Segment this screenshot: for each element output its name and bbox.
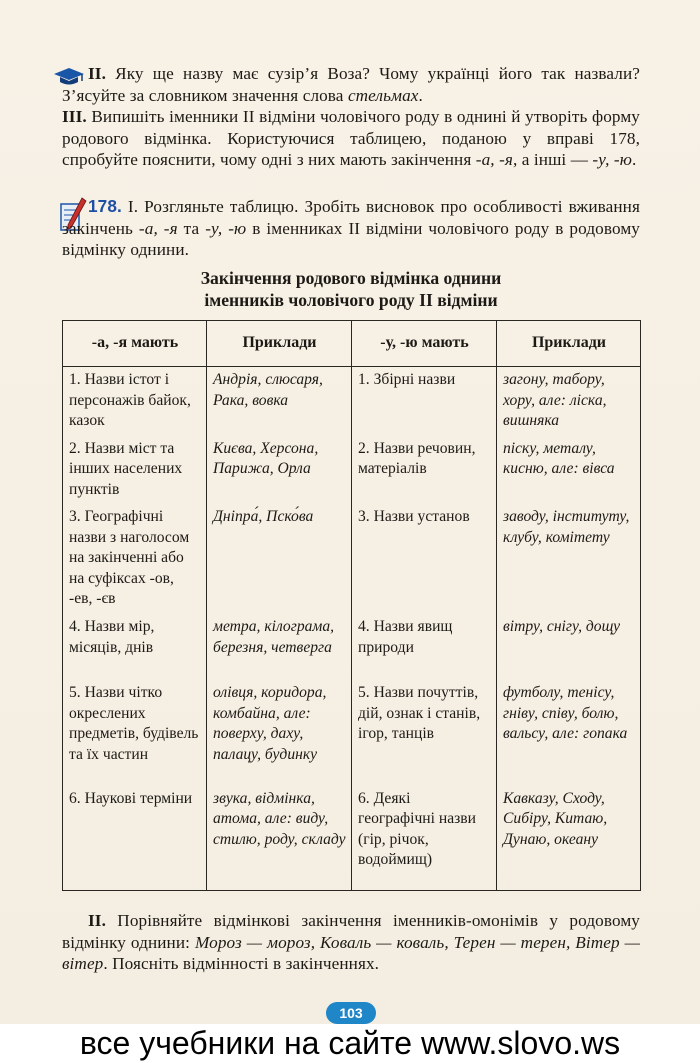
table-title-line-2: іменників чоловічого роду II відміни (204, 290, 498, 310)
table-cell: 5. Назви почуттів, дій, ознак і станів, ігор, танців (352, 680, 497, 786)
table-title-line-1: Закінчення родового відмінка однини (200, 268, 502, 288)
header-a-ya: -а, -я мають (63, 321, 207, 367)
table-row (63, 504, 641, 614)
table-cell: піску, металу, кисню, але: вівса (497, 436, 641, 505)
table-row (63, 614, 641, 680)
table-row (63, 786, 641, 891)
exercise-number: 178. (88, 196, 122, 216)
task-prev-2: II. Яку ще назву має сузір’я Воза? Чому українці його так назвали? З’ясуйте за словником значення слова стельмах. (62, 64, 640, 105)
table-cell: Києва, Херсона, Парижа, Орла (207, 436, 352, 505)
table-cell: загону, табору, хору, але: ліска, вишняка (497, 367, 641, 436)
table-cell: 4. Назви мір, місяців, днів (63, 614, 207, 680)
table-header-row (63, 321, 641, 367)
table-cell: 6. Деякі географічні назви (гір, річок, водоймищ) (352, 786, 497, 891)
task-prev-3: III. Випишіть іменники II відміни чоловічого роду в однині й утворіть форму родового відмінка. Користуючися таблицею, поданою у вправі 178, спробуйте пояснити, чому одні з них мають закінчення -а, -я, а інші — -у, -ю. (62, 107, 640, 169)
table-cell: 4. Назви явищ природи (352, 614, 497, 680)
table-cell: звука, відмінка, атома, але: виду, стилю, роду, складу (207, 786, 352, 891)
header-examples-1: Приклади (207, 321, 352, 367)
table-row (63, 436, 641, 505)
table-row (63, 680, 641, 786)
table-cell: 2. Назви міст та інших населених пунктів (63, 436, 207, 505)
table-cell: 3. Назви установ (352, 504, 497, 614)
table-cell: 1. Назви істот і персонажів байок, казок (63, 367, 207, 436)
table-cell: футболу, тенісу, гніву, співу, болю, вальсу, але: гопака (497, 680, 641, 786)
table-cell: метра, кілограма, березня, четверга (207, 614, 352, 680)
footer-banner: все учебники на сайте www.slovo.ws (0, 1024, 700, 1063)
table-cell: Андрія, слюсаря, Рака, вовка (207, 367, 352, 436)
page-number-badge: 103 (326, 1002, 376, 1024)
table-cell: 2. Назви речовин, матеріалів (352, 436, 497, 505)
header-examples-2: Приклади (497, 321, 641, 367)
table-cell: вітру, снігу, дощу (497, 614, 641, 680)
table-cell: 5. Назви чітко окреслених предметів, будівель та їх частин (63, 680, 207, 786)
table-cell: Дніпра́, Пско́ва (207, 504, 352, 614)
table-cell: заводу, інституту, клубу, комітету (497, 504, 641, 614)
table-cell: Кавказу, Сходу, Сибіру, Китаю, Дунаю, океану (497, 786, 641, 891)
header-u-yu: -у, -ю мають (352, 321, 497, 367)
endings-table (62, 320, 641, 891)
table-row (63, 367, 641, 436)
exercise-178-task-2: II. Порівняйте відмінкові закінчення іменників-омонімів у родовому відмінку однини: Мороз — мороз, Коваль — коваль, Терен — терен, Вітер — вітер. Поясніть відмінності в закінченнях. (62, 911, 641, 973)
table-cell: 6. Наукові терміни (63, 786, 207, 891)
table-cell: 1. Збірні назви (352, 367, 497, 436)
table-cell: олівця, коридора, комбайна, але: поверху, даху, палацу, будинку (207, 680, 352, 786)
table-cell: 3. Географічні назви з наголосом на закінченні або на суфіксах -ов, -ев, -єв (63, 504, 207, 614)
exercise-178-task-1: 178. I. Розгляньте таблицю. Зробіть висновок про особливості вживання закінчень -а, -я та -у, -ю в іменниках II відміни чоловічого роду в родовому відмінку однини. (62, 196, 640, 259)
